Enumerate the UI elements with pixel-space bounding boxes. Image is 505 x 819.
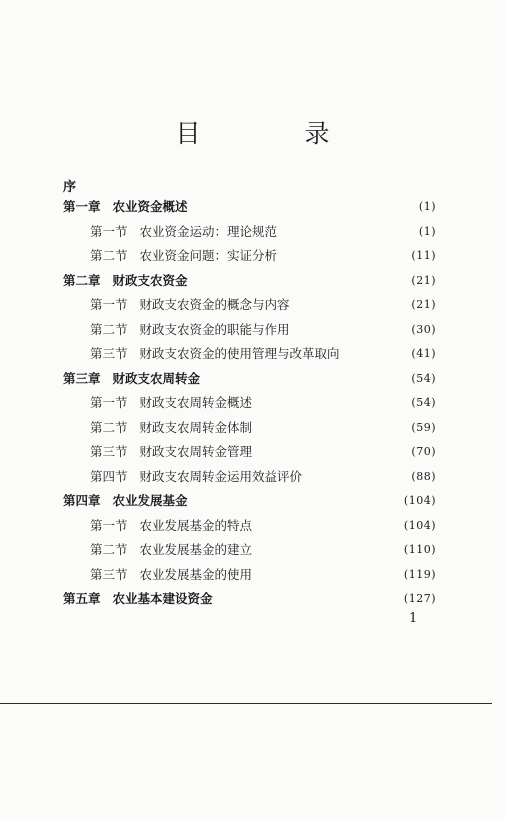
- toc-entry-title: 财政支农周转金管理: [139, 444, 253, 459]
- toc-entry-label: [63, 589, 213, 609]
- toc-chapter-entry: [63, 197, 436, 217]
- toc-entry-label: [90, 418, 252, 438]
- toc-entry-title: 财政支农周转金: [112, 370, 201, 386]
- toc-entry-number: 第二节: [90, 321, 128, 337]
- toc-section-entry: [90, 320, 436, 340]
- toc-section-entry: [90, 418, 436, 438]
- toc-entry-number: 第四节: [90, 468, 128, 484]
- toc-entry-number: 第二章: [63, 272, 101, 288]
- toc-entry-label: [63, 197, 188, 217]
- toc-entry-page: (88): [411, 469, 436, 483]
- toc-entry-label: [90, 320, 290, 340]
- toc-entry-number: 第二节: [90, 542, 128, 557]
- dot-leader: [281, 222, 415, 242]
- dot-leader: [256, 540, 400, 560]
- toc-entry-label: [90, 344, 340, 364]
- toc-section-entry: [90, 516, 436, 536]
- toc-entry-number: 第二节: [90, 248, 128, 263]
- page-number: 1: [409, 611, 418, 626]
- toc-entry-page: (21): [411, 298, 436, 311]
- toc-section-entry: [90, 246, 436, 266]
- dot-leader: [256, 393, 407, 413]
- dot-leader: [256, 418, 407, 438]
- toc-entry-label: [63, 491, 188, 511]
- toc-entry-page: (104): [403, 518, 436, 532]
- toc-section-entry: [90, 467, 436, 487]
- toc-entry-page: (1): [418, 224, 436, 238]
- toc-entry-label: [90, 393, 252, 413]
- toc-entry-page: (11): [411, 249, 436, 262]
- toc-entry-page: (1): [418, 200, 436, 213]
- toc-section-entry: [90, 540, 436, 560]
- dot-leader: [192, 271, 408, 291]
- toc-section-entry: [90, 442, 436, 462]
- dot-leader: [344, 344, 408, 364]
- toc-entry-number: 第一节: [90, 223, 128, 239]
- toc-entry-page: (70): [411, 445, 436, 458]
- toc-entry-title: 财政支农资金的概念与内容: [139, 297, 290, 312]
- toc-entry-title: 农业基本建设资金: [112, 591, 213, 606]
- toc-entry-title: 农业发展基金的使用: [139, 566, 253, 582]
- dot-leader: [192, 491, 400, 511]
- toc-entry-page: (104): [403, 494, 436, 507]
- toc-entry-number: 第三章: [63, 370, 101, 386]
- toc-entry-page: (21): [411, 273, 436, 287]
- toc-entry-label: [90, 442, 252, 462]
- toc-entry-label: [90, 516, 252, 536]
- toc-entry-title: 农业发展基金的特点: [139, 517, 253, 533]
- toc-entry-label: [90, 565, 252, 585]
- toc-entry-number: 第一章: [63, 199, 101, 214]
- dot-leader: [256, 516, 400, 536]
- toc-entry-label: [63, 271, 188, 291]
- dot-leader: [256, 442, 407, 462]
- toc-entry-title: 农业资金问题：实证分析: [139, 248, 278, 263]
- toc-entry-page: (127): [403, 592, 436, 605]
- toc-entry-number: 第三节: [90, 444, 128, 459]
- toc-entry-title: 财政支农资金的使用管理与改革取向: [139, 346, 340, 361]
- dot-leader: [294, 295, 408, 315]
- toc-entry-title: 财政支农资金: [112, 272, 188, 288]
- toc-entry-page: (54): [411, 371, 436, 385]
- toc-entry-label: [90, 295, 290, 315]
- toc-entry-page: (41): [411, 347, 436, 360]
- dot-leader: [281, 246, 407, 266]
- dot-leader: [217, 589, 400, 609]
- toc-entry-title: 农业发展基金的建立: [139, 542, 253, 557]
- toc-entry-title: 农业发展基金: [112, 493, 188, 508]
- toc-entry-page: (30): [411, 322, 436, 336]
- toc-entry-label: [90, 246, 277, 266]
- toc-entry-title: 财政支农周转金概述: [139, 395, 253, 410]
- page-title: 目 录: [175, 119, 378, 148]
- toc-entry-number: 第一节: [90, 395, 128, 410]
- toc-entry-number: 第三节: [90, 566, 128, 582]
- toc-chapter-entry: [63, 271, 436, 291]
- toc-entry-label: [90, 467, 302, 487]
- dot-leader: [204, 369, 407, 389]
- toc-entry-number: 第三节: [90, 346, 128, 361]
- toc-chapter-entry: [63, 491, 436, 511]
- toc-entry-title: 财政支农资金的职能与作用: [139, 321, 290, 337]
- toc-entry-page: (59): [411, 420, 436, 434]
- toc-chapter-entry: [63, 589, 436, 609]
- toc-entry-label: [90, 222, 277, 242]
- toc-section-entry: [90, 295, 436, 315]
- dot-leader: [256, 565, 400, 585]
- toc-entry-title: 农业资金运动：理论规范: [139, 223, 278, 239]
- toc-entry-number: 第一节: [90, 517, 128, 533]
- toc-entry-title: 财政支农周转金运用效益评价: [139, 468, 303, 484]
- toc-entry-number: 第四章: [63, 493, 101, 508]
- dot-leader: [306, 467, 407, 487]
- toc-entry-page: (110): [403, 543, 436, 556]
- toc-section-entry: [90, 565, 436, 585]
- toc-entry-label: [63, 369, 200, 389]
- toc-entry-page: (119): [403, 567, 436, 581]
- toc-section-entry: [90, 393, 436, 413]
- toc-entry-number: 第二节: [90, 419, 128, 435]
- toc-section-entry: [90, 344, 436, 364]
- preface-entry: 序: [63, 180, 77, 195]
- toc-entry-title: 农业资金概述: [112, 199, 188, 214]
- toc-entry-page: (54): [411, 396, 436, 409]
- toc-entry-number: 第一节: [90, 297, 128, 312]
- bottom-rule: [0, 703, 492, 704]
- dot-leader: [192, 197, 415, 217]
- dot-leader: [294, 320, 408, 340]
- toc-entry-label: [90, 540, 252, 560]
- toc-entry-title: 财政支农周转金体制: [139, 419, 253, 435]
- toc-entry-number: 第五章: [63, 591, 101, 606]
- toc-chapter-entry: [63, 369, 436, 389]
- toc-section-entry: [90, 222, 436, 242]
